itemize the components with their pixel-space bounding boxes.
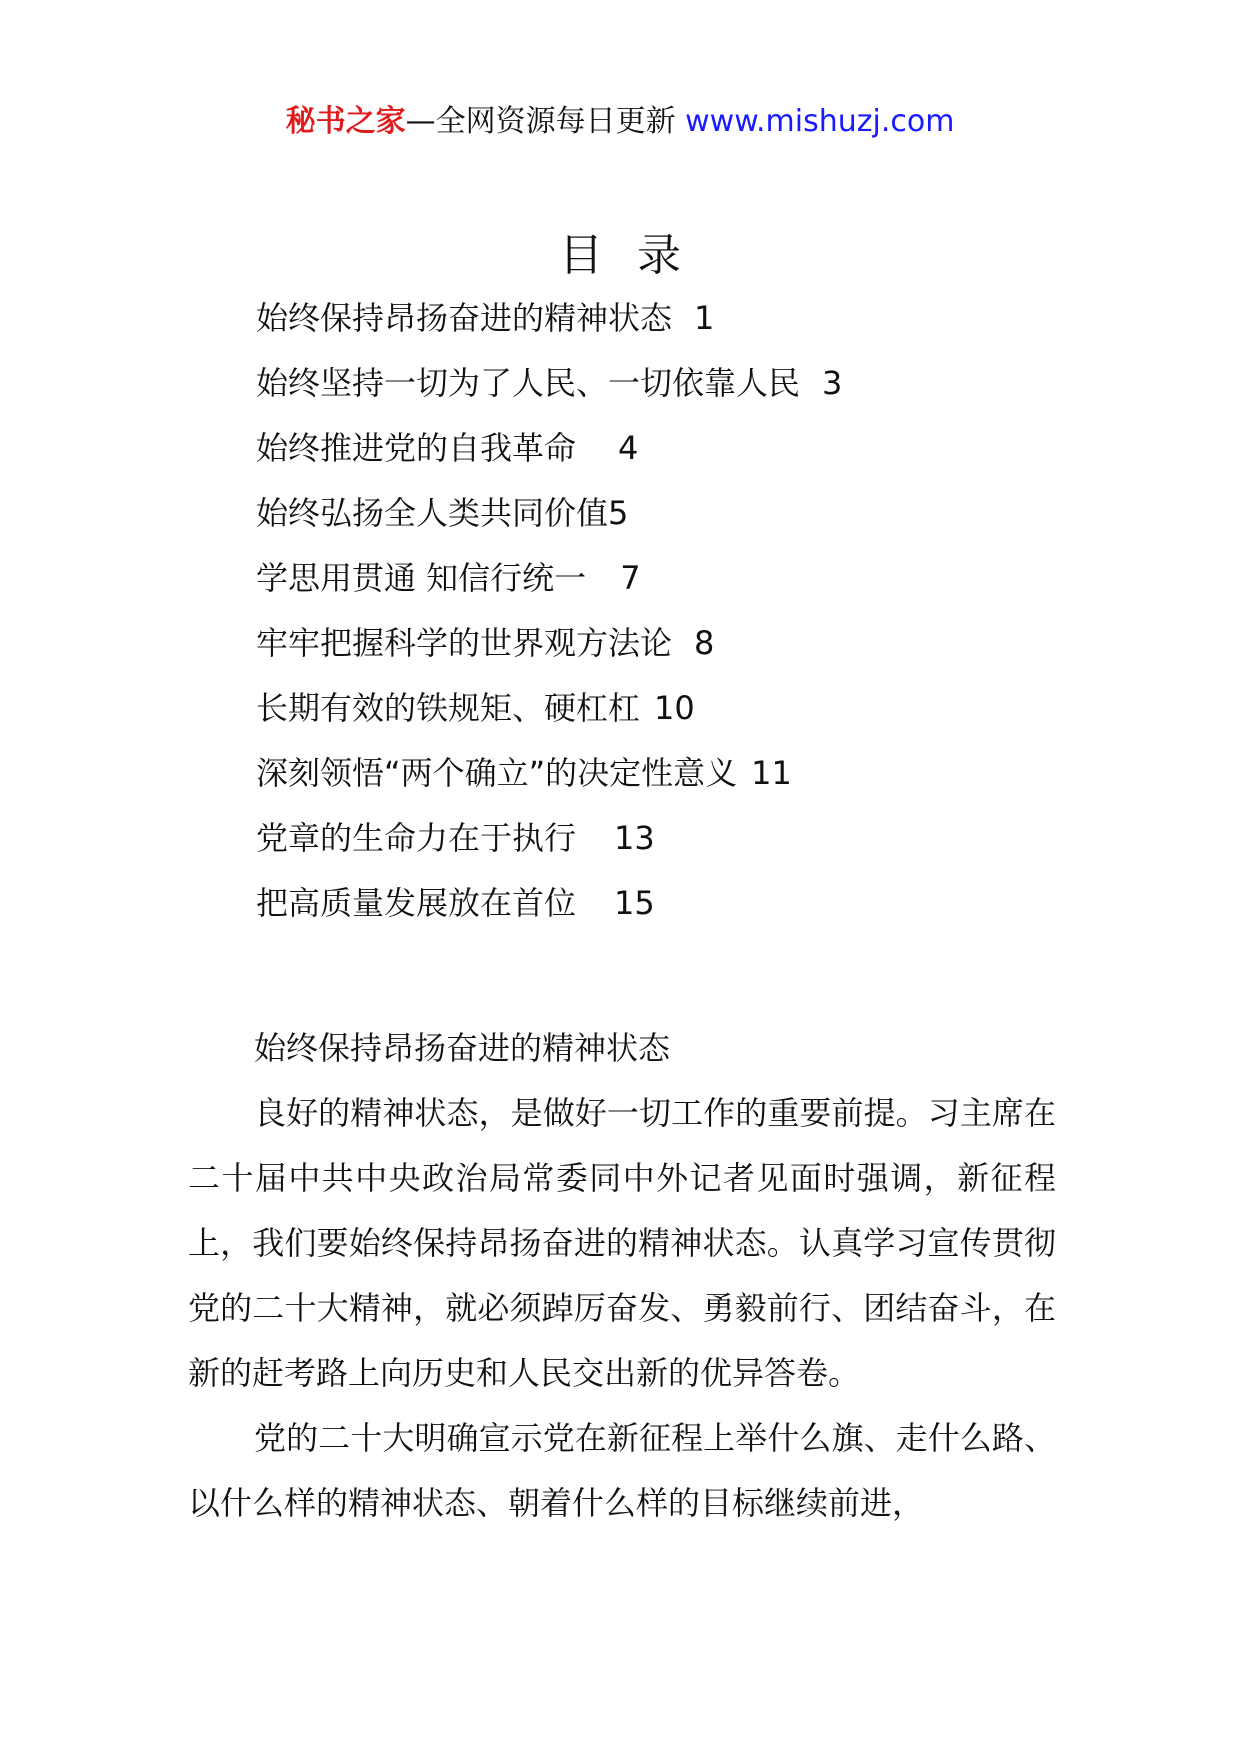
toc-item[interactable] — [256, 621, 842, 686]
toc-item-page: 13 — [614, 819, 655, 857]
toc-item-title: 牢牢把握科学的世界观方法论 — [256, 624, 673, 662]
toc-item[interactable] — [256, 296, 842, 361]
toc-item-page: 4 — [618, 429, 639, 467]
toc-item[interactable] — [256, 361, 842, 426]
toc-item[interactable] — [256, 751, 842, 816]
site-url-link[interactable]: www.mishuzj.com — [685, 104, 955, 139]
toc-item-page: 1 — [694, 299, 715, 337]
site-banner — [0, 102, 1240, 142]
toc-item-page: 11 — [751, 754, 792, 792]
toc-item-title: 学思用贯通 知信行统一 — [256, 559, 587, 597]
toc-item[interactable] — [256, 556, 842, 621]
toc-item-title: 始终坚持一切为了人民、一切依靠人民 — [256, 364, 801, 402]
toc-item[interactable] — [256, 816, 842, 881]
toc-item-title: 深刻领悟“两个确立”的决定性意义 — [256, 754, 738, 792]
toc-item-title: 把高质量发展放在首位 — [256, 884, 577, 922]
toc-item-page: 7 — [620, 559, 641, 597]
toc-item[interactable] — [256, 686, 842, 751]
toc-item-page: 10 — [654, 689, 695, 727]
toc-item-page: 5 — [608, 494, 629, 532]
article-title: 始终保持昂扬奋进的精神状态 — [254, 1029, 671, 1067]
toc-item[interactable] — [256, 491, 842, 556]
article-paragraph: 党的二十大明确宣示党在新征程上举什么旗、走什么路、以什么样的精神状态、朝着什么样的目标继续前进， — [188, 1419, 1056, 1522]
toc-item-title: 始终保持昂扬奋进的精神状态 — [256, 299, 673, 337]
article-paragraph: 良好的精神状态，是做好一切工作的重要前提。习主席在二十届中共中央政治局常委同中外记者见面时强调，新征程上，我们要始终保持昂扬奋进的精神状态。认真学习宣传贯彻党的二十大精神，就必须踔厉奋发、勇毅前行、团结奋斗，在新的赶考路上向历史和人民交出新的优异答卷。 — [188, 1094, 1056, 1392]
toc-item-title: 始终推进党的自我革命 — [256, 429, 577, 467]
toc-item[interactable] — [256, 881, 842, 946]
toc-item-page: 8 — [694, 624, 715, 662]
article-body — [188, 1016, 1056, 1536]
toc-item-title: 始终弘扬全人类共同价值 — [256, 494, 609, 532]
toc-item[interactable] — [256, 426, 842, 491]
toc-item-title: 党章的生命力在于执行 — [256, 819, 577, 857]
brand-name: 秘书之家 — [285, 104, 406, 139]
toc-item-page: 3 — [822, 364, 843, 402]
table-of-contents — [256, 296, 842, 946]
toc-item-page: 15 — [614, 884, 655, 922]
toc-title: 目录 — [559, 230, 715, 281]
banner-tagline: —全网资源每日更新 — [405, 104, 686, 139]
toc-item-title: 长期有效的铁规矩、硬杠杠 — [256, 689, 641, 727]
